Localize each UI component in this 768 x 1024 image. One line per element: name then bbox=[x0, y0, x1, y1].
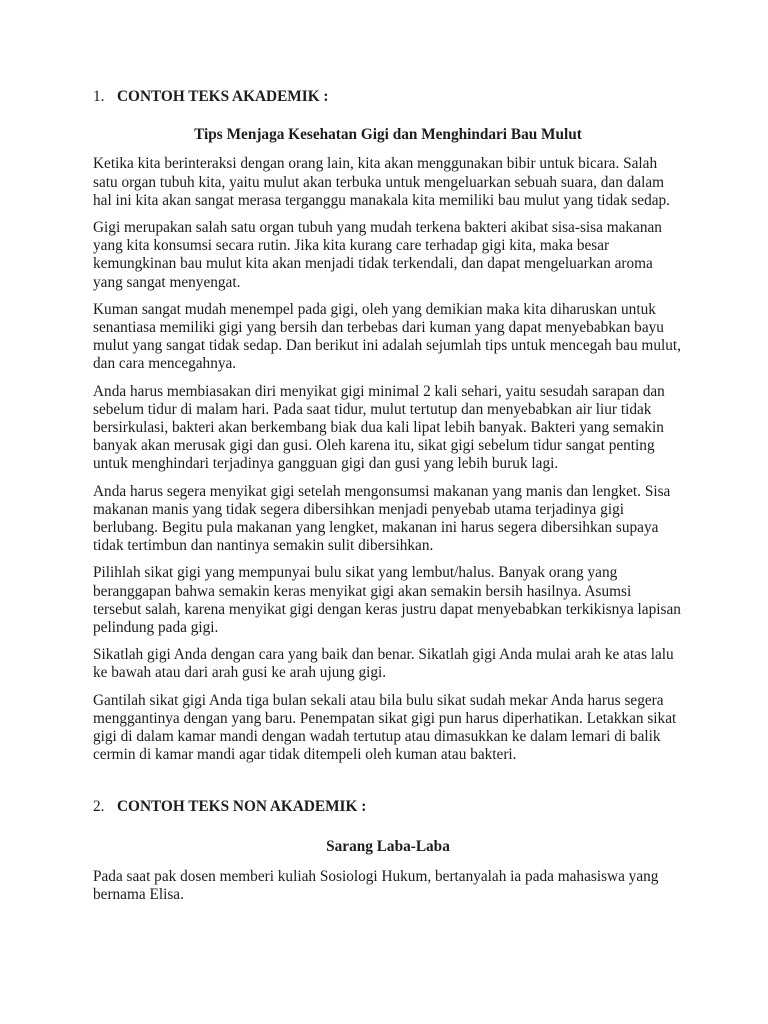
paragraph: Ketika kita berinteraksi dengan orang lain, kita akan menggunakan bibir untuk bicara. Salah satu organ tubuh kita, yaitu mulut akan terbuka untuk mengeluarkan sebuah suara, dan dalam hal ini kita akan sangat merasa terganggu manakala kita memiliki bau mulut yang tidak sedap. bbox=[93, 155, 671, 209]
article-title: Sarang Laba-Laba bbox=[326, 837, 450, 855]
section-heading-text: CONTOH TEKS AKADEMIK : bbox=[117, 88, 329, 105]
section-number: 2. bbox=[93, 797, 105, 815]
section-heading-non-akademik bbox=[93, 798, 683, 816]
section-heading-text: CONTOH TEKS NON AKADEMIK : bbox=[117, 797, 367, 815]
paragraph: Gigi merupakan salah satu organ tubuh yang mudah terkena bakteri akibat sisa-sisa makanan yang kita konsumsi secara rutin. Jika kita kurang care terhadap gigi kita, maka besar kemungkinan bau mulut kita akan menjadi tidak terkendali, dan dapat mengeluarkan aroma yang sangat menyengat. bbox=[93, 219, 662, 291]
paragraph: Anda harus segera menyikat gigi setelah mengonsumsi makanan yang manis dan lengket. Sisa makanan manis yang tidak segera dibersihkan menjadi penyebab utama terjadinya gigi berlubang. Begitu pula makanan yang lengket, makanan ini harus segera dibersihkan supaya tidak tertimbun dan nantinya semakin sulit dibersihkan. bbox=[93, 482, 671, 555]
article-title: Tips Menjaga Kesehatan Gigi dan Menghindari Bau Mulut bbox=[194, 126, 582, 144]
paragraph: Sikatlah gigi Anda dengan cara yang baik dan benar. Sikatlah gigi Anda mulai arah ke atas lalu ke bawah atau dari arah gusi ke arah ujung gigi. bbox=[93, 646, 674, 682]
paragraph: Gantilah sikat gigi Anda tiga bulan sekali atau bila bulu sikat sudah mekar Anda harus segera menggantinya dengan yang baru. Penempatan sikat gigi pun harus diperhatikan. Letakkan sikat gigi di dalam kamar mandi dengan wadah tertutup atau dimasukkan ke dalam lemari di balik cermin di kamar mandi agar tidak ditempeli oleh kuman atau bakteri. bbox=[93, 691, 677, 764]
paragraph: Pada saat pak dosen memberi kuliah Sosiologi Hukum, bertanyalah ia pada mahasiswa yang bernama Elisa. bbox=[93, 867, 659, 904]
section-heading-akademik bbox=[93, 88, 683, 106]
paragraph: Pilihlah sikat gigi yang mempunyai bulu sikat yang lembut/halus. Banyak orang yang beranggapan bahwa semakin keras menyikat gigi akan semakin bersih hasilnya. Asumsi tersebut salah, karena menyikat gigi dengan keras justru dapat menyebabkan terkikisnya lapisan pelindung pada gigi. bbox=[93, 564, 681, 637]
paragraph: Kuman sangat mudah menempel pada gigi, oleh yang demikian maka kita diharuskan untuk senantiasa memiliki gigi yang bersih dan terbebas dari kuman yang dapat menyebabkan bayu mulut yang sangat tidak sedap. Dan berikut ini adalah sejumlah tips untuk mencegah bau mulut, dan cara mencegahnya. bbox=[93, 300, 681, 373]
paragraph: Anda harus membiasakan diri menyikat gigi minimal 2 kali sehari, yaitu sesudah sarapan dan sebelum tidur di malam hari. Pada saat tidur, mulut tertutup dan menyebabkan air liur tidak bersirkulasi, bakteri akan berkembang biak dua kali lipat lebih banyak. Bakteri yang semakin banyak akan merusak gigi dan gusi. Oleh karena itu, sikat gigi sebelum tidur sangat penting untuk menghindari terjadinya gangguan gigi dan gusi yang lebih buruk lagi. bbox=[93, 382, 665, 473]
section-number: 1. bbox=[93, 88, 105, 105]
document-body bbox=[93, 84, 683, 904]
